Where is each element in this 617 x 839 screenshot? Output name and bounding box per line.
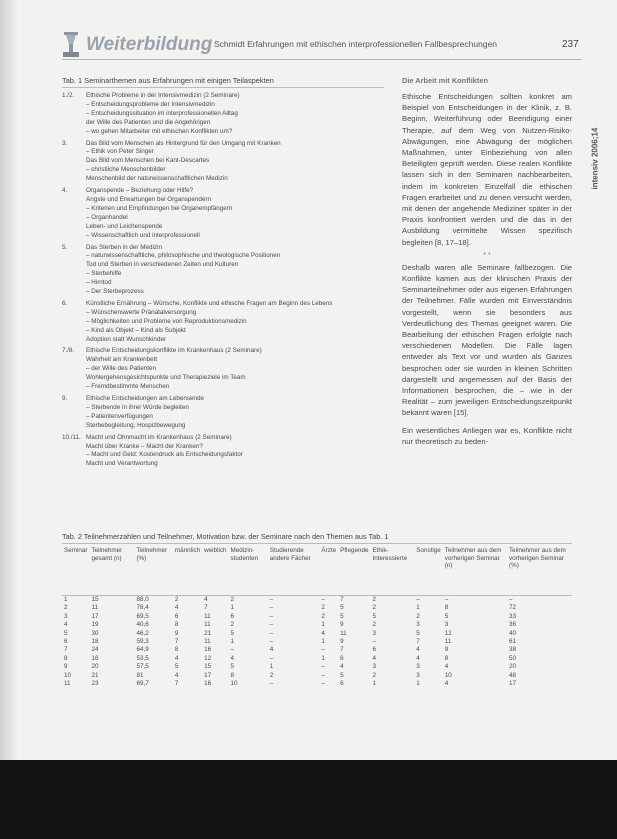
table1-caption: Tab. 1 Seminarthemen aus Erfahrungen mit einigen Teilaspekten: [62, 76, 274, 85]
article-paragraph: Deshalb waren alle Seminare fallbezogen. Die Konflikte kamen aus der klinischen Praxis der Seminarteilnehmer oder aus eigenen Erfahrungen der Teilnehmer. Fälle wurden mit Einverständnis vorgestellt, wenn sie besonders aus Verdeutlichung des Themas geeignet waren. Die Bearbeitung der ethischen Fragen erfolgte nach verschiedenen Modellen. Die Fälle lagen entweder als Text vor und wurden als Ganzes besprochen oder sie wurden in kleinen Schritten dargestellt und angemessen auf der Basis der Informationen besprochen, die – wie in der Realität – zum jeweiligen Entscheidungszeitpunkt bekannt waren [15].: [402, 262, 572, 418]
table-cell: 1: [64, 596, 68, 603]
table-row: [62, 646, 572, 654]
table-cell: –: [321, 646, 325, 654]
table-cell: –: [269, 612, 274, 620]
table-cell: 2: [372, 671, 376, 679]
row-content: [86, 434, 384, 470]
row-line: – Patientenverfügungen: [86, 412, 153, 420]
row-content: [86, 395, 384, 431]
row-line: Ethische Entscheidungskonflikte im Krankenhaus (2 Seminare): [86, 347, 262, 355]
row-content: [86, 300, 384, 345]
column-header: weiblich: [202, 547, 228, 596]
table-cell: 19: [91, 621, 99, 629]
table-cell: 8: [174, 621, 179, 629]
table-cell: 16: [204, 646, 212, 654]
table-cell: 11: [444, 638, 452, 646]
column-header: männlich: [173, 547, 202, 596]
table-cell: 6: [340, 680, 344, 688]
table-cell: 11: [204, 612, 211, 620]
row-line: Macht und Ohnmacht im Krankenhaus (2 Seminare): [86, 433, 232, 441]
table-cell: 8: [444, 604, 449, 612]
table-cell: 69,7: [136, 680, 149, 688]
table-row: [62, 187, 384, 240]
table-cell: 24: [91, 646, 99, 654]
article-paragraph: Ein wesentliches Anliegen war es, Konflikte nicht nur theoretisch zu beden-: [402, 425, 572, 446]
table-cell: 10: [64, 671, 72, 679]
table-cell: 9: [340, 638, 344, 646]
row-line: Organspende – Beziehung oder Hilfe?: [86, 187, 194, 195]
table-cell: 11: [340, 629, 347, 637]
table-cell: 4: [340, 663, 344, 671]
row-line: – Ethik von Peter Singer: [86, 148, 154, 156]
row-line: Ethische Probleme in der Intensivmedizin (2 Seminare): [86, 92, 240, 99]
table-cell: 10: [230, 680, 238, 688]
table-cell: 38: [509, 646, 517, 654]
table-cell: 7: [340, 596, 344, 603]
row-number: 4.: [62, 187, 68, 195]
table-cell: 2: [230, 621, 235, 629]
table-cell: 9: [444, 646, 449, 654]
row-line: Das Sterben in der Medizin: [86, 243, 162, 251]
table-cell: –: [269, 621, 274, 629]
column-header: Sonstige: [414, 547, 443, 596]
table-cell: 5: [372, 612, 376, 620]
table-cell: 57,5: [136, 663, 149, 671]
table-row: [62, 638, 572, 646]
table-cell: 64,9: [136, 646, 149, 654]
table-cell: 72: [509, 604, 517, 612]
row-line: Macht und Verantwortung: [86, 460, 158, 468]
table-cell: 8: [174, 646, 179, 654]
row-line: Sterbebegleitung, Hospizbewegung: [86, 421, 186, 429]
table-row: [62, 655, 572, 663]
table-cell: –: [321, 596, 325, 603]
table-cell: 16: [91, 654, 99, 662]
table-row: [62, 604, 572, 612]
table-cell: 5: [340, 671, 344, 679]
table-cell: 1: [230, 604, 235, 612]
table-cell: 50: [509, 654, 517, 662]
table-cell: 7: [64, 646, 68, 654]
table-cell: 2: [372, 596, 376, 603]
table-header-row: [62, 547, 572, 596]
table-cell: 10: [444, 671, 452, 679]
table-cell: 3: [64, 612, 68, 620]
article-column: [402, 76, 572, 447]
table-cell: 1: [372, 680, 376, 688]
table-cell: 17: [91, 612, 99, 620]
row-line: Macht über Kranke – Macht der Kranken?: [86, 442, 203, 450]
table-cell: 5: [416, 629, 420, 637]
table1-rule: [62, 87, 384, 88]
row-line: – Fremdbestimmte Menschen: [86, 383, 170, 391]
table-cell: 12: [204, 654, 212, 662]
table-cell: 9: [174, 629, 179, 637]
table-cell: –: [269, 654, 274, 662]
page-edge-shadow: [0, 0, 18, 760]
table-cell: 4: [204, 596, 208, 603]
table-cell: 9: [64, 663, 68, 671]
table-cell: –: [444, 596, 449, 603]
table-cell: 4: [372, 654, 376, 662]
table-cell: 3: [372, 629, 376, 637]
row-line: – Kriterien und Empfindungen bei Organempfängern: [86, 204, 233, 212]
table-row: [62, 92, 384, 137]
table-cell: 8: [64, 654, 68, 662]
table-cell: 4: [174, 671, 179, 679]
table-row: [62, 300, 384, 345]
row-line: – Organhandel: [86, 213, 128, 221]
table-row: [62, 434, 384, 470]
table-cell: –: [416, 596, 420, 603]
table-cell: 2: [372, 604, 376, 612]
page-header: [62, 30, 582, 58]
table-cell: 17: [509, 680, 517, 688]
table-cell: 9: [340, 621, 344, 629]
table-cell: 7: [174, 638, 179, 646]
table-cell: 40,6: [136, 621, 149, 629]
table-row: [62, 596, 572, 605]
table-row: [62, 395, 384, 431]
row-line: – Hirntod: [86, 279, 112, 287]
table-cell: 2: [174, 596, 179, 603]
table-cell: 5: [340, 604, 344, 612]
table-cell: 2: [230, 596, 235, 603]
table-cell: 7: [204, 604, 208, 612]
column-header: Ärzte: [319, 547, 338, 596]
table-row: [62, 613, 572, 621]
table-cell: 6: [372, 646, 376, 654]
table-cell: 11: [91, 604, 98, 612]
table-cell: 6: [174, 612, 179, 620]
row-line: Das Bild vom Menschen als Hintergrund für den Umgang mit Kranken: [86, 139, 281, 147]
column-header: Teilnehmer aus dem vorherigen Seminar (%): [507, 547, 572, 596]
table-cell: –: [269, 680, 274, 688]
table-cell: 2: [416, 612, 420, 620]
table-cell: 53,5: [136, 654, 149, 662]
table-cell: 18: [91, 638, 99, 646]
row-number: 5.: [62, 243, 68, 251]
table-cell: 61: [509, 638, 517, 646]
row-line: – Entscheidungssituation im interprofessionellen Alltag: [86, 109, 238, 117]
row-number: 9.: [62, 395, 68, 402]
table-row: [62, 140, 384, 185]
table-row: [62, 244, 384, 297]
row-line: – Der Sterbeprozess: [86, 288, 144, 296]
table-cell: 46,2: [136, 629, 149, 637]
table-cell: 3: [444, 621, 449, 629]
table-cell: 1: [321, 638, 325, 646]
table-cell: 3: [372, 663, 376, 671]
row-line: Wahrheit am Krankenbett: [86, 356, 158, 364]
row-content: [86, 92, 384, 137]
table-cell: 15: [204, 663, 212, 671]
table-cell: 3: [416, 621, 420, 629]
row-line: – Sterbende in ihrer Würde begleiten: [86, 403, 189, 411]
table-cell: 2: [321, 612, 325, 620]
table-cell: 88,0: [136, 596, 149, 603]
table-cell: 15: [91, 596, 99, 603]
table-cell: 69,5: [136, 612, 149, 620]
table-cell: –: [269, 596, 274, 603]
table-cell: 6: [64, 638, 68, 646]
table-cell: 1: [269, 663, 274, 671]
table-row: [62, 347, 384, 392]
table-cell: 3: [416, 671, 420, 679]
table-cell: 17: [204, 671, 212, 679]
table-row: [62, 680, 572, 688]
table-cell: 1: [230, 638, 235, 646]
table-cell: 2: [321, 604, 325, 612]
table-cell: –: [269, 604, 274, 612]
table-cell: –: [269, 629, 274, 637]
table-cell: 1: [416, 604, 420, 612]
row-number: 6.: [62, 299, 68, 307]
table-cell: 6: [230, 612, 235, 620]
table-cell: 40: [509, 629, 517, 637]
table-cell: 11: [204, 621, 211, 629]
row-line: Ethische Entscheidungen am Lebensende: [86, 395, 204, 402]
column-header: Medizin-studenten: [229, 547, 268, 596]
table2-rule: [62, 543, 572, 544]
running-title: Schmidt Erfahrungen mit ethischen interprofessionellen Fallbesprechungen: [214, 39, 498, 49]
table-cell: 11: [64, 680, 71, 688]
table-cell: 5: [230, 663, 235, 671]
seminar-topics-table: [62, 92, 384, 472]
row-line: – Wünschenswerte Pränatalversorgung: [86, 308, 197, 316]
table-cell: 7: [174, 680, 179, 688]
table-cell: 20: [509, 663, 517, 671]
page-number: 237: [562, 39, 579, 50]
row-line: – der Wille des Patienten: [86, 365, 157, 373]
row-line: Ängste und Erwartungen bei Organspendern: [86, 195, 211, 203]
table-cell: –: [230, 646, 235, 654]
row-line: – Wissenschaftlich und interprofessionell: [86, 231, 200, 239]
row-number: 10./11.: [62, 433, 81, 441]
row-line: Menschenbild der naturwissenschaftlichen Medizin: [86, 175, 228, 183]
row-line: Wohlergehensgesichtspunkte und Therapieziele im Team: [86, 374, 246, 382]
table-cell: 11: [204, 638, 211, 646]
table-cell: 3: [416, 663, 420, 671]
table-cell: 5: [340, 612, 344, 620]
row-line: – christliche Menschenbilder: [86, 166, 166, 174]
row-line: – wo gehen Mitarbeiter mit ethischen Konflikten um?: [86, 127, 233, 135]
section-separator: * *: [483, 251, 491, 259]
column-header: Ethik-Interessierte: [370, 547, 414, 596]
table-row: [62, 621, 572, 629]
table-cell: 33: [509, 612, 517, 620]
journal-logo-icon: [62, 32, 80, 58]
table-cell: 1: [321, 621, 325, 629]
table-cell: 2: [372, 621, 376, 629]
row-number: 7./8.: [62, 347, 75, 355]
table-cell: 48: [509, 671, 517, 679]
table-cell: 6: [340, 654, 344, 662]
row-content: [86, 244, 384, 297]
row-line: – Sterbehilfe: [86, 270, 122, 278]
section-title: Weiterbildung: [86, 34, 213, 55]
table-cell: –: [321, 663, 325, 671]
article-heading: Die Arbeit mit Konflikten: [402, 76, 488, 85]
table-cell: 23: [91, 680, 99, 688]
table-row: [62, 663, 572, 671]
row-line: Das Bild vom Menschen bei Kant-Descartes: [86, 157, 210, 165]
table-cell: 4: [64, 621, 68, 629]
table-cell: 4: [416, 646, 420, 654]
table-cell: 16: [204, 680, 212, 688]
table-cell: 4: [444, 680, 449, 688]
column-header: Teilnehmer aus dem vorherigen Seminar (n): [443, 547, 507, 596]
row-line: – naturwissenschaftliche, philosophische und theologische Positionen: [86, 252, 281, 260]
scan-background: [0, 760, 617, 839]
row-content: [86, 347, 384, 392]
table-cell: 7: [340, 646, 344, 654]
table-cell: 78,4: [136, 604, 149, 612]
table-cell: –: [509, 596, 513, 603]
table-cell: 4: [444, 663, 449, 671]
table-cell: 21: [91, 671, 99, 679]
table-cell: 8: [230, 671, 235, 679]
table-cell: –: [321, 680, 325, 688]
row-content: [86, 140, 384, 185]
row-line: – Möglichkeiten und Probleme von Reproduktionsmedizin: [86, 317, 247, 325]
table-cell: 21: [204, 629, 212, 637]
table-row: [62, 630, 572, 638]
side-label-text: intensiv 2006;14: [590, 127, 600, 190]
table-cell: 8: [444, 654, 449, 662]
row-line: – Entscheidungsprobleme der Intensivmedizin: [86, 100, 215, 108]
table-cell: 2: [269, 671, 274, 679]
table-cell: 4: [321, 629, 325, 637]
row-number: 1./2.: [62, 92, 75, 99]
table-cell: 7: [416, 638, 420, 646]
table-cell: –: [321, 671, 325, 679]
table-cell: 4: [416, 654, 420, 662]
table-cell: 20: [91, 663, 99, 671]
table-cell: 5: [230, 629, 235, 637]
table-cell: –: [372, 638, 376, 646]
table-cell: –: [269, 638, 274, 646]
article-paragraph: Ethische Entscheidungen sollten konkret am Beispiel von Entscheidungen in der Klinik, z. B. Beginn, Weiterführung oder Beendigung einer Therapie, auf dem Weg von Nutzen-Risiko-Abwägungen, eine Abwägung der möglichen Maßnahmen, unter Einbeziehung von allen Beteiligten geprüft werden. Diese realen Konflikte lassen sich in den Seminaren nachbearbeiten, indem im konkreten Einzelfall die ethischen Fragen erarbeitet und zu denen versucht werden, mit denen der angehende Mediziner später in der Praxis konfrontiert werden und die das in der Ausbildung vermittelte Wissen spezifisch begleiten [8, 17–18].: [402, 92, 572, 247]
table-cell: 30: [91, 629, 99, 637]
table-cell: 5: [444, 612, 449, 620]
table-cell: 2: [64, 604, 68, 612]
row-number: 3.: [62, 139, 68, 147]
table-cell: 5: [64, 629, 68, 637]
table-cell: 12: [444, 629, 452, 637]
row-line: – Macht und Geld: Kostendruck als Entscheidungsfaktor: [86, 451, 243, 459]
row-line: Adoption statt Wunschkinder: [86, 335, 167, 343]
column-header: Pflegende: [338, 547, 370, 596]
table-cell: 5: [174, 663, 179, 671]
participants-table: [62, 547, 572, 688]
side-label: [586, 64, 604, 194]
column-header: Studierende andere Fächer: [268, 547, 320, 596]
row-line: der Wille des Patienten und die Angehörigen: [86, 118, 211, 126]
table-cell: 36: [509, 621, 517, 629]
table-cell: 4: [269, 646, 274, 654]
column-header: Seminar: [62, 547, 89, 596]
column-header: Teilnehmer gesamt (n): [89, 547, 134, 596]
table-cell: 59,3: [136, 638, 149, 646]
table-cell: 1: [321, 654, 325, 662]
table-row: [62, 672, 572, 680]
table-cell: 4: [230, 654, 235, 662]
table2-caption: Tab. 2 Teilnehmerzahlen und Teilnehmer, Motivation bzw. der Seminare nach den Themen aus Tab. 1: [62, 532, 389, 541]
row-line: Tod und Sterben in verschiedenen Zeiten und Kulturen: [86, 261, 239, 269]
header-rule: [62, 59, 582, 60]
row-line: Leben- und Leichenspende: [86, 222, 163, 230]
table-cell: 1: [416, 680, 420, 688]
table-cell: 81: [136, 671, 144, 679]
row-line: Künstliche Ernährung – Wünsche, Konflikte und ethische Fragen am Beginn des Lebens: [86, 299, 333, 307]
column-header: Teilnehmer (%): [134, 547, 172, 596]
table-cell: 4: [174, 654, 179, 662]
row-line: – Kind als Objekt – Kind als Subjekt: [86, 326, 186, 334]
row-content: [86, 187, 384, 240]
table-cell: 4: [174, 604, 179, 612]
